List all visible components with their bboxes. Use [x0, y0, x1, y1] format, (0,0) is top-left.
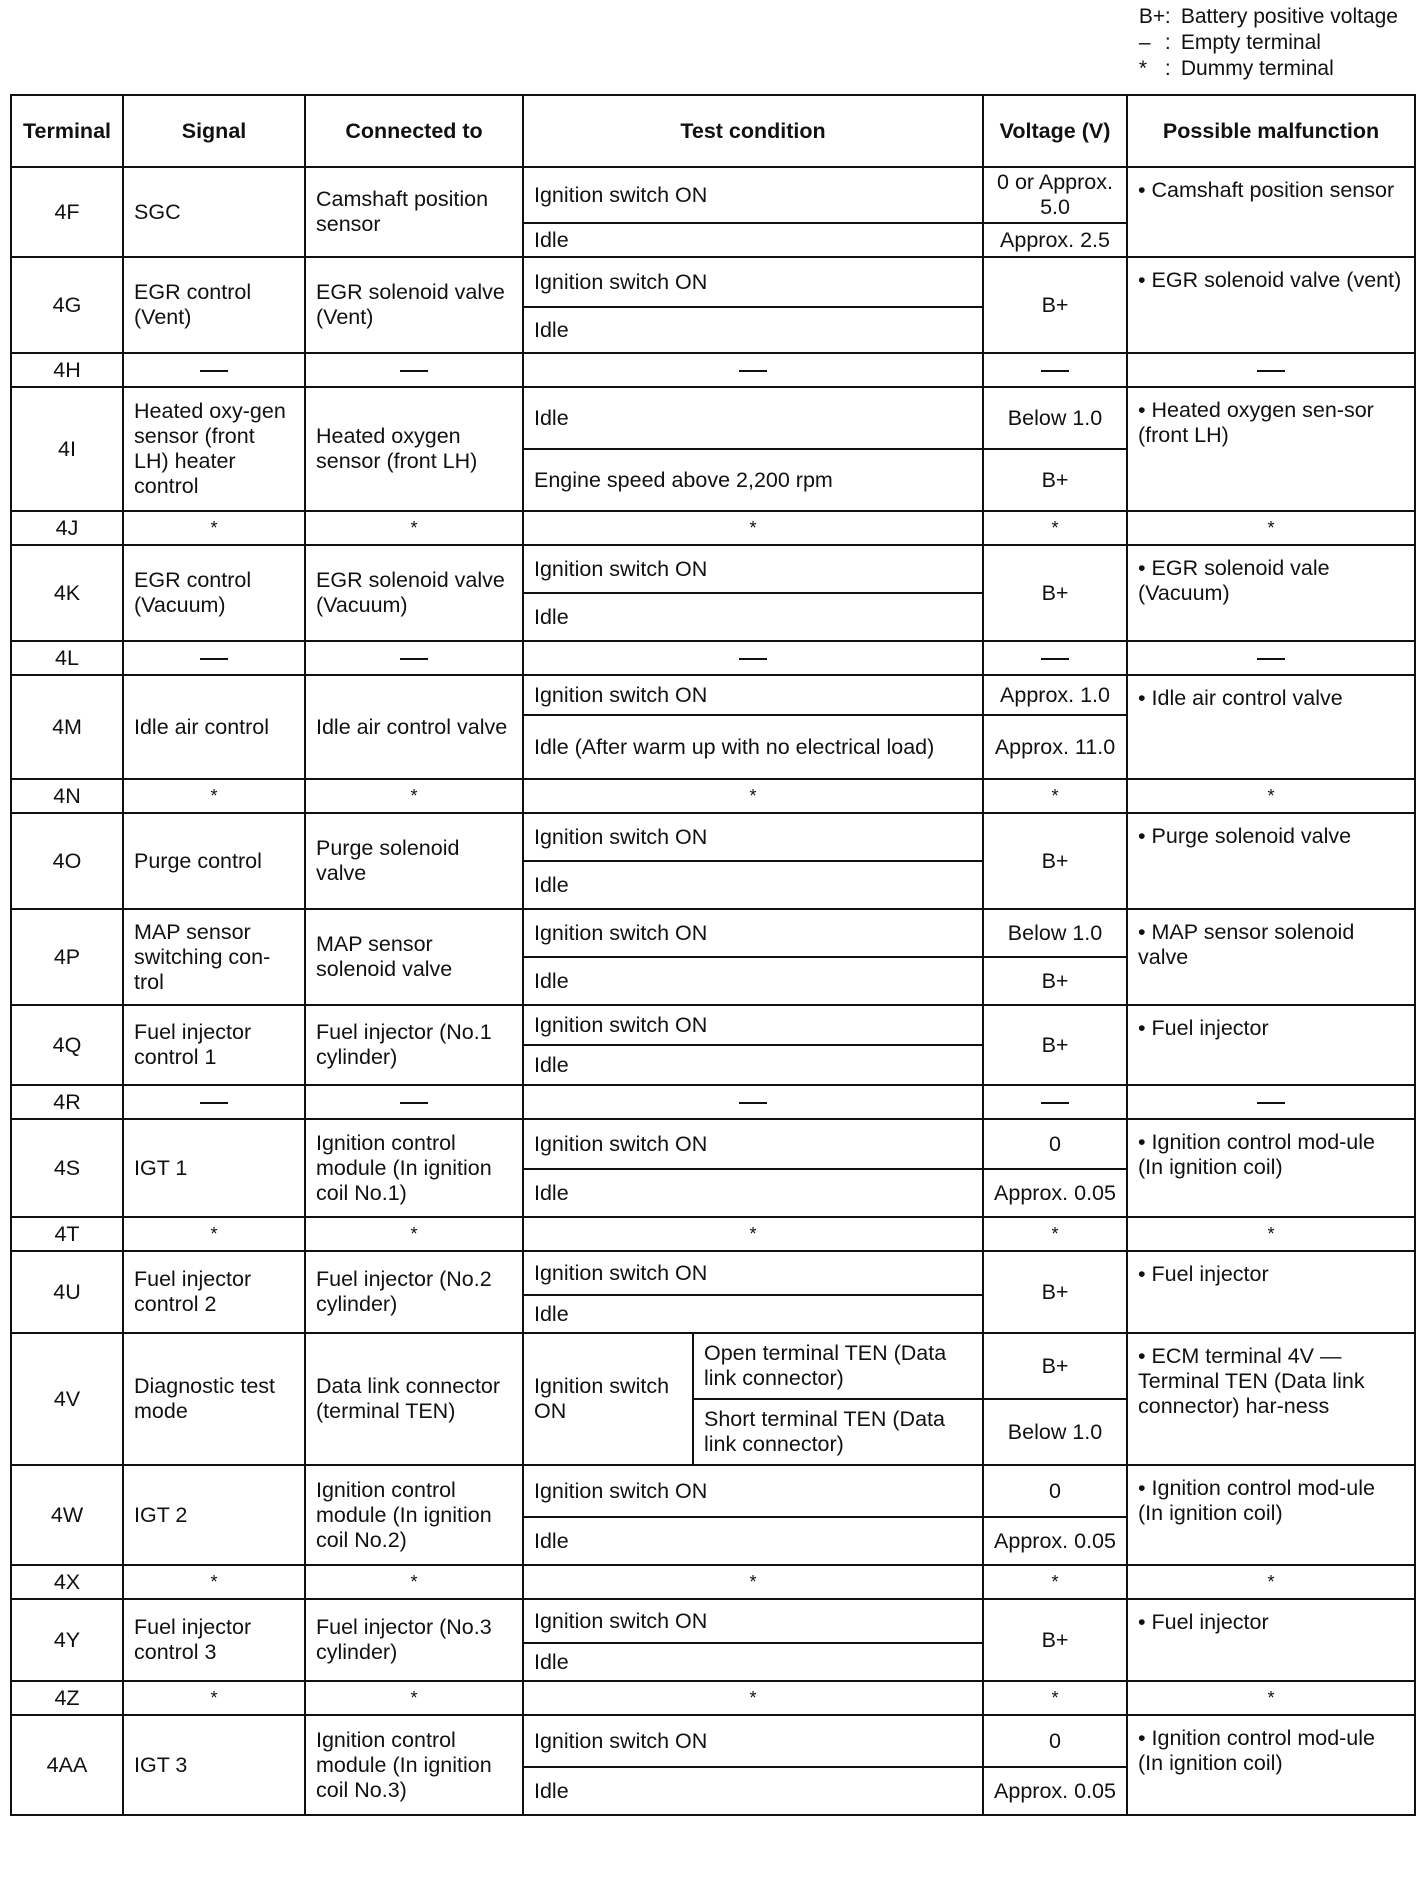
legend-text: Dummy terminal	[1180, 57, 1334, 80]
empty-cell	[123, 1085, 305, 1119]
dummy-cell: *	[983, 511, 1127, 545]
malfunction-cell: • Ignition control mod-ule (In ignition coil)	[1127, 1715, 1415, 1815]
legend-text: Battery positive voltage	[1180, 5, 1398, 28]
test-condition-cell: Idle	[523, 1517, 983, 1565]
voltage-cell: Approx. 1.0	[983, 675, 1127, 715]
legend-item: – : Empty terminal	[1138, 31, 1321, 54]
test-condition-cell: Idle	[523, 957, 983, 1005]
terminal-cell: 4F	[11, 167, 123, 257]
empty-mark	[739, 658, 767, 660]
legend-symbol: B+	[1138, 5, 1166, 28]
empty-mark	[1257, 658, 1285, 660]
connected-cell: Fuel injector (No.1 cylinder)	[305, 1005, 523, 1085]
test-condition-cell: Ignition switch ON	[523, 1465, 983, 1517]
connected-cell: Purge solenoid valve	[305, 813, 523, 909]
voltage-cell: Approx. 2.5	[983, 223, 1127, 257]
malfunction-cell: • Purge solenoid valve	[1127, 813, 1415, 909]
terminal-cell: 4N	[11, 779, 123, 813]
dummy-cell: *	[305, 1565, 523, 1599]
terminal-cell: 4R	[11, 1085, 123, 1119]
signal-cell: SGC	[123, 167, 305, 257]
signal-cell: IGT 1	[123, 1119, 305, 1217]
table-row	[11, 1005, 1415, 1045]
test-condition-cell: Idle	[523, 1295, 983, 1333]
empty-mark	[400, 658, 428, 660]
terminal-cell: 4X	[11, 1565, 123, 1599]
connected-cell: Fuel injector (No.2 cylinder)	[305, 1251, 523, 1333]
dummy-cell: *	[123, 1565, 305, 1599]
dummy-cell: *	[123, 1217, 305, 1251]
voltage-cell: B+	[983, 1005, 1127, 1085]
header-row	[11, 95, 1415, 167]
dummy-cell: *	[123, 511, 305, 545]
voltage-cell: 0	[983, 1119, 1127, 1169]
terminal-cell: 4I	[11, 387, 123, 511]
test-condition-cell: Ignition switch ON	[523, 1005, 983, 1045]
test-condition-cell: Ignition switch ON	[523, 257, 983, 307]
malfunction-cell: • Heated oxygen sen-sor (front LH)	[1127, 387, 1415, 511]
malfunction-cell: • EGR solenoid valve (vent)	[1127, 257, 1415, 353]
empty-cell	[523, 641, 983, 675]
dummy-cell: *	[123, 779, 305, 813]
test-condition-cell: Ignition switch ON	[523, 675, 983, 715]
voltage-cell: B+	[983, 1333, 1127, 1399]
malfunction-cell: • Fuel injector	[1127, 1251, 1415, 1333]
terminal-cell: 4W	[11, 1465, 123, 1565]
voltage-cell: Approx. 0.05	[983, 1169, 1127, 1217]
table-row	[11, 1251, 1415, 1295]
voltage-cell: Approx. 11.0	[983, 715, 1127, 779]
test-condition-cell: Idle	[523, 223, 983, 257]
test-condition-cell: Ignition switch ON	[523, 1715, 983, 1767]
connected-cell: Camshaft position sensor	[305, 167, 523, 257]
signal-cell: Fuel injector control 3	[123, 1599, 305, 1681]
dummy-cell: *	[523, 511, 983, 545]
table-row	[11, 387, 1415, 449]
terminal-cell: 4T	[11, 1217, 123, 1251]
malfunction-cell: • Fuel injector	[1127, 1005, 1415, 1085]
dummy-cell: *	[305, 1681, 523, 1715]
terminal-cell: 4J	[11, 511, 123, 545]
terminal-cell: 4H	[11, 353, 123, 387]
signal-cell: Purge control	[123, 813, 305, 909]
dummy-cell: *	[1127, 511, 1415, 545]
table-row	[11, 909, 1415, 957]
voltage-cell: B+	[983, 1599, 1127, 1681]
table-row	[11, 1565, 1415, 1599]
dummy-cell: *	[983, 1565, 1127, 1599]
table-row	[11, 641, 1415, 675]
table-row	[11, 353, 1415, 387]
connected-cell: Ignition control module (In ignition coil No.2)	[305, 1465, 523, 1565]
empty-cell	[305, 1085, 523, 1119]
voltage-cell: 0	[983, 1715, 1127, 1767]
test-condition-cell: Ignition switch ON	[523, 545, 983, 593]
empty-cell	[523, 353, 983, 387]
malfunction-cell: • Ignition control mod-ule (In ignition coil)	[1127, 1465, 1415, 1565]
empty-mark	[1257, 370, 1285, 372]
terminal-cell: 4S	[11, 1119, 123, 1217]
dummy-cell: *	[305, 1217, 523, 1251]
test-condition-cell: Idle	[523, 1767, 983, 1815]
terminal-cell: 4Y	[11, 1599, 123, 1681]
empty-cell	[1127, 1085, 1415, 1119]
empty-mark	[200, 658, 228, 660]
test-condition-cell: Ignition switch ON	[523, 909, 983, 957]
table-row	[11, 167, 1415, 223]
table-row	[11, 779, 1415, 813]
dummy-cell: *	[523, 1217, 983, 1251]
terminal-cell: 4Q	[11, 1005, 123, 1085]
dummy-cell: *	[305, 779, 523, 813]
header-signal: Signal	[123, 95, 305, 167]
connected-cell: Idle air control valve	[305, 675, 523, 779]
empty-mark	[1041, 658, 1069, 660]
legend-symbol: *	[1138, 57, 1148, 80]
terminal-cell: 4AA	[11, 1715, 123, 1815]
connected-cell: MAP sensor solenoid valve	[305, 909, 523, 1005]
table-row	[11, 1465, 1415, 1517]
empty-cell	[983, 1085, 1127, 1119]
terminal-cell: 4O	[11, 813, 123, 909]
voltage-cell: Below 1.0	[983, 387, 1127, 449]
table-row	[11, 675, 1415, 715]
connected-cell: Heated oxygen sensor (front LH)	[305, 387, 523, 511]
test-condition-cell: Ignition switch ON	[523, 1333, 693, 1465]
malfunction-cell: • EGR solenoid vale (Vacuum)	[1127, 545, 1415, 641]
table-row	[11, 1599, 1415, 1643]
empty-mark	[739, 370, 767, 372]
empty-cell	[305, 641, 523, 675]
test-condition-cell: Idle	[523, 593, 983, 641]
test-condition-cell: Idle	[523, 1169, 983, 1217]
legend-symbol: –	[1138, 31, 1151, 54]
empty-mark	[200, 1102, 228, 1104]
test-condition-cell: Ignition switch ON	[523, 1599, 983, 1643]
test-subcondition-cell: Open terminal TEN (Data link connector)	[693, 1333, 983, 1399]
malfunction-cell: • Ignition control mod-ule (In ignition coil)	[1127, 1119, 1415, 1217]
terminal-cell: 4V	[11, 1333, 123, 1465]
malfunction-cell: • Fuel injector	[1127, 1599, 1415, 1681]
signal-cell: Diagnostic test mode	[123, 1333, 305, 1465]
table-row	[11, 1119, 1415, 1169]
header-voltage: Voltage (V)	[983, 95, 1127, 167]
empty-cell	[1127, 641, 1415, 675]
header-possible-malfunction: Possible malfunction	[1127, 95, 1415, 167]
signal-cell: IGT 2	[123, 1465, 305, 1565]
test-condition-cell: Ignition switch ON	[523, 1119, 983, 1169]
test-condition-cell: Idle (After warm up with no electrical load)	[523, 715, 983, 779]
dummy-cell: *	[305, 511, 523, 545]
terminal-cell: 4M	[11, 675, 123, 779]
table-row	[11, 813, 1415, 861]
dummy-cell: *	[983, 779, 1127, 813]
dummy-cell: *	[1127, 1681, 1415, 1715]
terminal-cell: 4Z	[11, 1681, 123, 1715]
empty-mark	[1041, 370, 1069, 372]
connected-cell: EGR solenoid valve (Vacuum)	[305, 545, 523, 641]
empty-mark	[400, 1102, 428, 1104]
connected-cell: Ignition control module (In ignition coil No.1)	[305, 1119, 523, 1217]
test-condition-cell: Ignition switch ON	[523, 167, 983, 223]
empty-cell	[983, 641, 1127, 675]
signal-cell: Heated oxy-gen sensor (front LH) heater control	[123, 387, 305, 511]
empty-cell	[983, 353, 1127, 387]
voltage-cell: 0	[983, 1465, 1127, 1517]
signal-cell: EGR control (Vent)	[123, 257, 305, 353]
malfunction-cell: • Idle air control valve	[1127, 675, 1415, 779]
signal-cell: IGT 3	[123, 1715, 305, 1815]
terminal-cell: 4L	[11, 641, 123, 675]
voltage-cell: B+	[983, 257, 1127, 353]
dummy-cell: *	[523, 1681, 983, 1715]
dummy-cell: *	[1127, 1217, 1415, 1251]
signal-cell: EGR control (Vacuum)	[123, 545, 305, 641]
voltage-cell: B+	[983, 545, 1127, 641]
signal-cell: Fuel injector control 2	[123, 1251, 305, 1333]
malfunction-cell: • MAP sensor solenoid valve	[1127, 909, 1415, 1005]
connected-cell: Fuel injector (No.3 cylinder)	[305, 1599, 523, 1681]
dummy-cell: *	[123, 1681, 305, 1715]
test-condition-cell: Idle	[523, 1643, 983, 1681]
dummy-cell: *	[983, 1681, 1127, 1715]
terminal-cell: 4U	[11, 1251, 123, 1333]
dummy-cell: *	[1127, 779, 1415, 813]
ecm-terminal-table	[10, 94, 1416, 1816]
voltage-cell: Below 1.0	[983, 1399, 1127, 1465]
table-row	[11, 1217, 1415, 1251]
test-subcondition-cell: Short terminal TEN (Data link connector)	[693, 1399, 983, 1465]
voltage-cell: Approx. 0.05	[983, 1767, 1127, 1815]
header-connected-to: Connected to	[305, 95, 523, 167]
empty-cell	[123, 641, 305, 675]
malfunction-cell: • ECM terminal 4V — Terminal TEN (Data link connector) har-ness	[1127, 1333, 1415, 1465]
signal-cell: Fuel injector control 1	[123, 1005, 305, 1085]
legend-item: * : Dummy terminal	[1138, 57, 1334, 80]
empty-cell	[123, 353, 305, 387]
dummy-cell: *	[1127, 1565, 1415, 1599]
test-condition-cell: Ignition switch ON	[523, 1251, 983, 1295]
voltage-cell: B+	[983, 957, 1127, 1005]
table-row	[11, 1333, 1415, 1399]
empty-mark	[739, 1102, 767, 1104]
legend	[1139, 4, 1398, 82]
header-terminal: Terminal	[11, 95, 123, 167]
terminal-cell: 4P	[11, 909, 123, 1005]
test-condition-cell: Idle	[523, 861, 983, 909]
empty-cell	[305, 353, 523, 387]
connected-cell: Ignition control module (In ignition coil No.3)	[305, 1715, 523, 1815]
voltage-cell: Approx. 0.05	[983, 1517, 1127, 1565]
legend-text: Empty terminal	[1180, 31, 1321, 54]
terminal-cell: 4K	[11, 545, 123, 641]
empty-cell	[523, 1085, 983, 1119]
table-row	[11, 257, 1415, 307]
empty-cell	[1127, 353, 1415, 387]
test-condition-cell: Idle	[523, 1045, 983, 1085]
empty-mark	[400, 370, 428, 372]
legend-item: B+ : Battery positive voltage	[1138, 5, 1398, 28]
terminal-cell: 4G	[11, 257, 123, 353]
empty-mark	[200, 370, 228, 372]
malfunction-cell: • Camshaft position sensor	[1127, 167, 1415, 257]
table-row	[11, 1715, 1415, 1767]
header-test-condition: Test condition	[523, 95, 983, 167]
table-row	[11, 545, 1415, 593]
voltage-cell: B+	[983, 813, 1127, 909]
test-condition-cell: Idle	[523, 307, 983, 353]
empty-mark	[1041, 1102, 1069, 1104]
voltage-cell: B+	[983, 449, 1127, 511]
dummy-cell: *	[523, 1565, 983, 1599]
test-condition-cell: Engine speed above 2,200 rpm	[523, 449, 983, 511]
signal-cell: Idle air control	[123, 675, 305, 779]
connected-cell: EGR solenoid valve (Vent)	[305, 257, 523, 353]
voltage-cell: Below 1.0	[983, 909, 1127, 957]
signal-cell: MAP sensor switching con-trol	[123, 909, 305, 1005]
voltage-cell: 0 or Approx. 5.0	[983, 167, 1127, 223]
voltage-cell: B+	[983, 1251, 1127, 1333]
dummy-cell: *	[523, 779, 983, 813]
table-row	[11, 1681, 1415, 1715]
empty-mark	[1257, 1102, 1285, 1104]
test-condition-cell: Idle	[523, 387, 983, 449]
connected-cell: Data link connector (terminal TEN)	[305, 1333, 523, 1465]
test-condition-cell: Ignition switch ON	[523, 813, 983, 861]
dummy-cell: *	[983, 1217, 1127, 1251]
table-row	[11, 511, 1415, 545]
table-row	[11, 1085, 1415, 1119]
